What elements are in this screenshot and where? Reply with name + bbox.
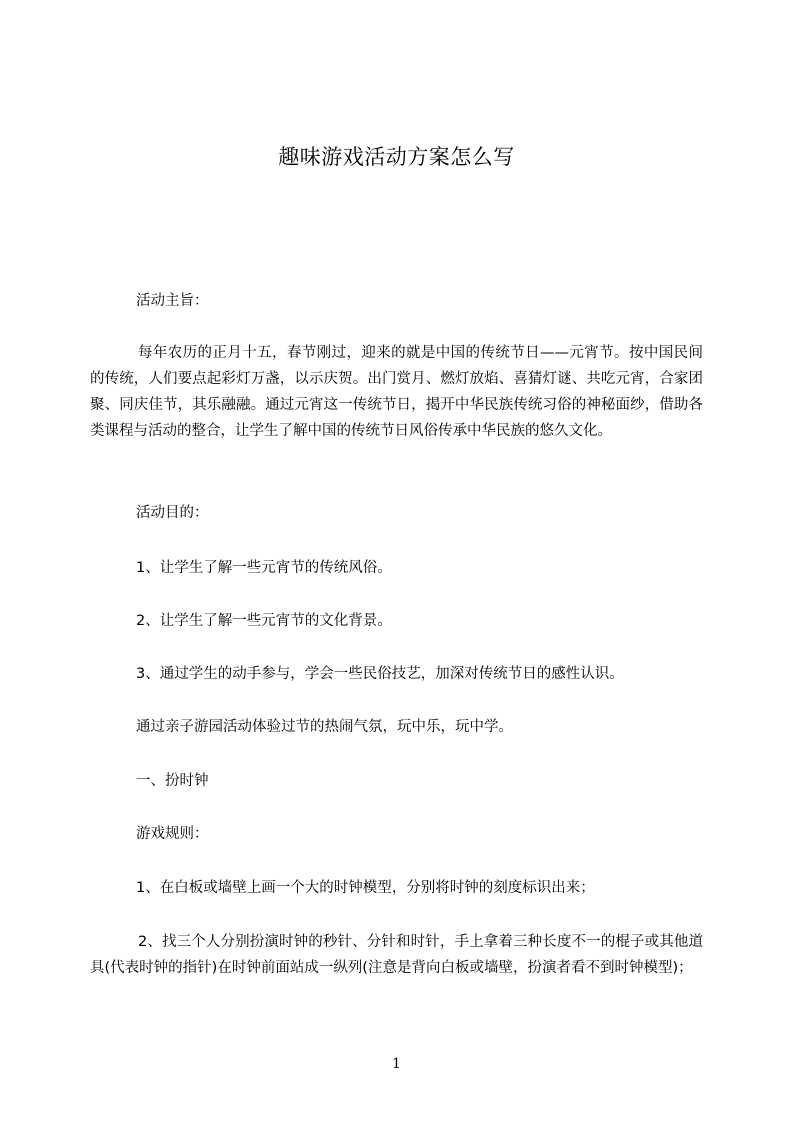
goal-item-2: 2、让学生了解一些元宵节的文化背景。 — [136, 613, 392, 629]
document-title: 趣味游戏活动方案怎么写 — [278, 145, 515, 169]
section-heading-goals: 活动目的： — [136, 505, 209, 521]
section-heading-game-1: 一、扮时钟 — [136, 773, 209, 789]
page-number: 1 — [392, 1056, 401, 1072]
rule-item-1: 1、在白板或墙壁上画一个大的时钟模型，分别将时钟的刻度标识出来； — [136, 880, 595, 896]
goal-item-1: 1、让学生了解一些元宵节的传统风俗。 — [136, 560, 392, 576]
goal-item-3: 3、通过学生的动手参与，学会一些民俗技艺，加深对传统节日的感性认识。 — [136, 666, 624, 682]
rule-item-2: 2、找三个人分别扮演时钟的秒针、分针和时针，手上拿着三种长度不一的棍子或其他道具(代表时钟的指针)在时钟前面站成一纵列(注意是背向白板或墙壁，扮演者看不到时钟模型)； — [90, 934, 703, 976]
section-heading-purpose: 活动主旨： — [136, 293, 209, 309]
body-paragraph-intro: 每年农历的正月十五，春节刚过，迎来的就是中国的传统节日——元宵节。按中国民间的传统，人们要点起彩灯万盏，以示庆贺。出门赏月、燃灯放焰、喜猜灯谜、共吃元宵，合家团聚、同庆佳节，其乐融融。通过元宵这一传统节日，揭开中华民族传统习俗的神秘面纱，借助各类课程与活动的整合，让学生了解中国的传统节日风俗传承中华民族的悠久文化。 — [90, 345, 703, 439]
body-paragraph-summary: 通过亲子游园活动体验过节的热闹气氛，玩中乐，玩中学。 — [136, 719, 513, 735]
section-heading-rules: 游戏规则： — [136, 826, 209, 842]
